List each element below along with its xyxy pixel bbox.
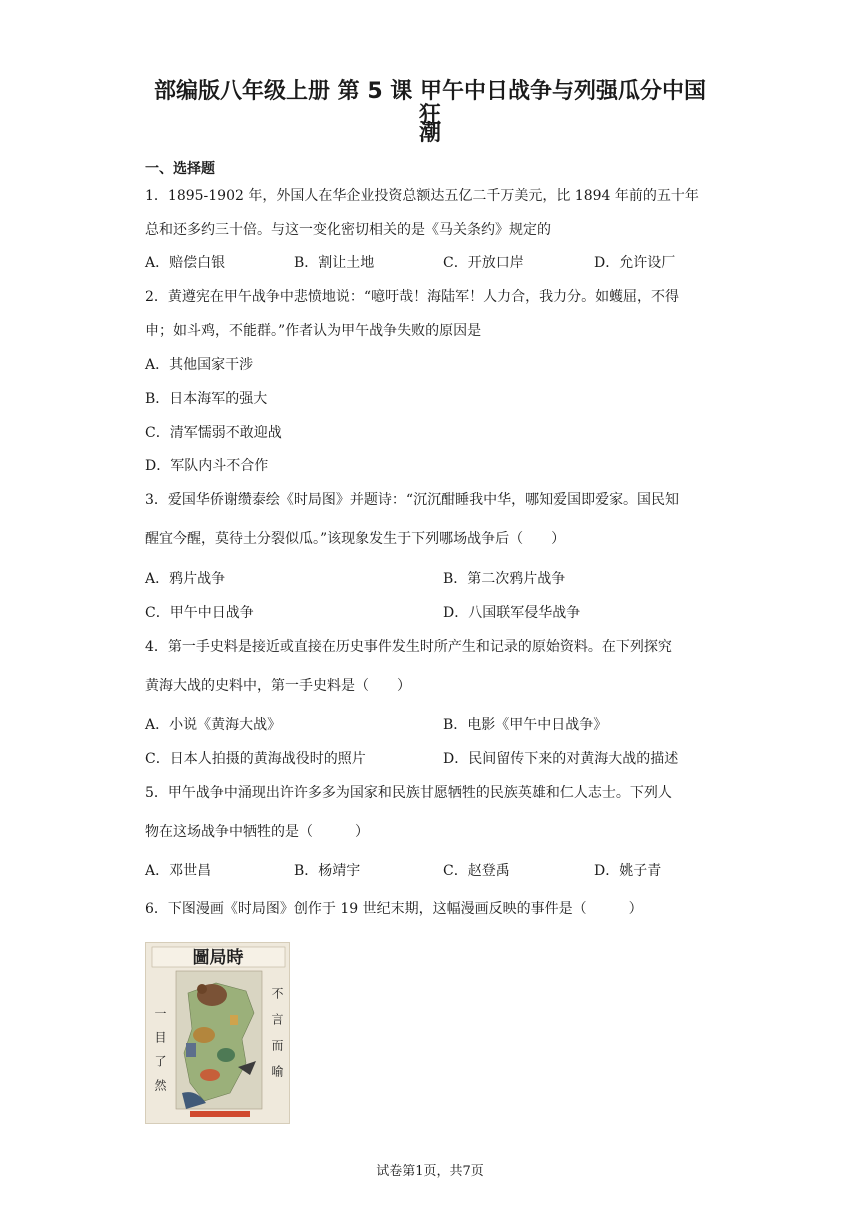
question-2-line-2: 申；如斗鸡，不能群。”作者认为甲午战争失败的原因是	[145, 323, 482, 339]
question-5-option-d: D．姚子青	[594, 863, 662, 879]
question-2-option-c: C．清军懦弱不敢迎战	[145, 425, 282, 441]
question-3-option-a: A．鸦片战争	[145, 571, 226, 587]
question-3-line-1: 3．爱国华侨谢缵泰绘《时局图》并题诗：“沉沉酣睡我中华，哪知爱国即爱家。国民知	[145, 492, 680, 508]
cartoon-header-text: 圖局時	[192, 948, 244, 968]
page-title-line-1: 部编版八年级上册 第 5 课 甲午中日战争与列强瓜分中国狂	[154, 79, 706, 128]
question-3-option-d: D．八国联军侵华战争	[443, 605, 581, 621]
cartoon-illustration	[146, 943, 290, 1124]
question-2-option-d: D．军队内斗不合作	[145, 458, 269, 474]
question-4-option-c: C．日本人拍摄的黄海战役时的照片	[145, 751, 366, 767]
question-4-option-a: A．小说《黄海大战》	[145, 717, 282, 733]
page-title-line-2: 潮	[418, 121, 441, 146]
question-1-line-2: 总和还多约三十倍。与这一变化密切相关的是《马关条约》规定的	[145, 222, 551, 238]
cartoon-image	[145, 942, 290, 1124]
question-5-option-a: A．邓世昌	[145, 863, 212, 879]
question-1-option-a: A．赔偿白银	[145, 255, 226, 271]
question-4-option-b: B．电影《甲午中日战争》	[443, 717, 608, 733]
cartoon-left-caption: 一目了然	[153, 1007, 167, 1103]
question-3-option-c: C．甲午中日战争	[145, 605, 254, 621]
question-3-line-2: 醒宜今醒，莫待土分裂似瓜。”该现象发生于下列哪场战争后（ ）	[145, 531, 566, 547]
question-5-line-2: 物在这场战争中牺牲的是（ ）	[145, 824, 369, 840]
question-4-option-d: D．民间留传下来的对黄海大战的描述	[443, 751, 679, 767]
question-3-option-b: B．第二次鸦片战争	[443, 571, 566, 587]
question-1-option-b: B．割让土地	[294, 255, 375, 271]
section-heading: 一、选择题	[145, 161, 215, 177]
question-1-line-1: 1．1895-1902 年，外国人在华企业投资总额达五亿二千万美元，比 1894 年前的五十年	[145, 188, 699, 204]
question-4-line-1: 4．第一手史料是接近或直接在历史事件发生时所产生和记录的原始资料。在下列探究	[145, 639, 672, 655]
question-6-line-1: 6．下图漫画《时局图》创作于 19 世纪末期，这幅漫画反映的事件是（ ）	[145, 901, 643, 917]
question-1-option-c: C．开放口岸	[443, 255, 524, 271]
question-1-option-d: D．允许设厂	[594, 255, 676, 271]
question-4-line-2: 黄海大战的史料中，第一手史料是（ ）	[145, 678, 411, 694]
question-5-line-1: 5．甲午战争中涌现出许许多多为国家和民族甘愿牺牲的民族英雄和仁人志士。下列人	[145, 785, 672, 801]
question-2-option-b: B．日本海军的强大	[145, 391, 268, 407]
question-5-option-c: C．赵登禹	[443, 863, 510, 879]
question-2-line-1: 2．黄遵宪在甲午战争中悲愤地说：“噫吁哉！海陆军！人力合，我力分。如蠖屈，不得	[145, 289, 680, 305]
question-5-option-b: B．杨靖宇	[294, 863, 361, 879]
cartoon-right-caption: 不言而喻	[270, 987, 284, 1091]
page-footer: 试卷第1页，共7页	[376, 1164, 484, 1179]
question-2-option-a: A．其他国家干涉	[145, 357, 254, 373]
